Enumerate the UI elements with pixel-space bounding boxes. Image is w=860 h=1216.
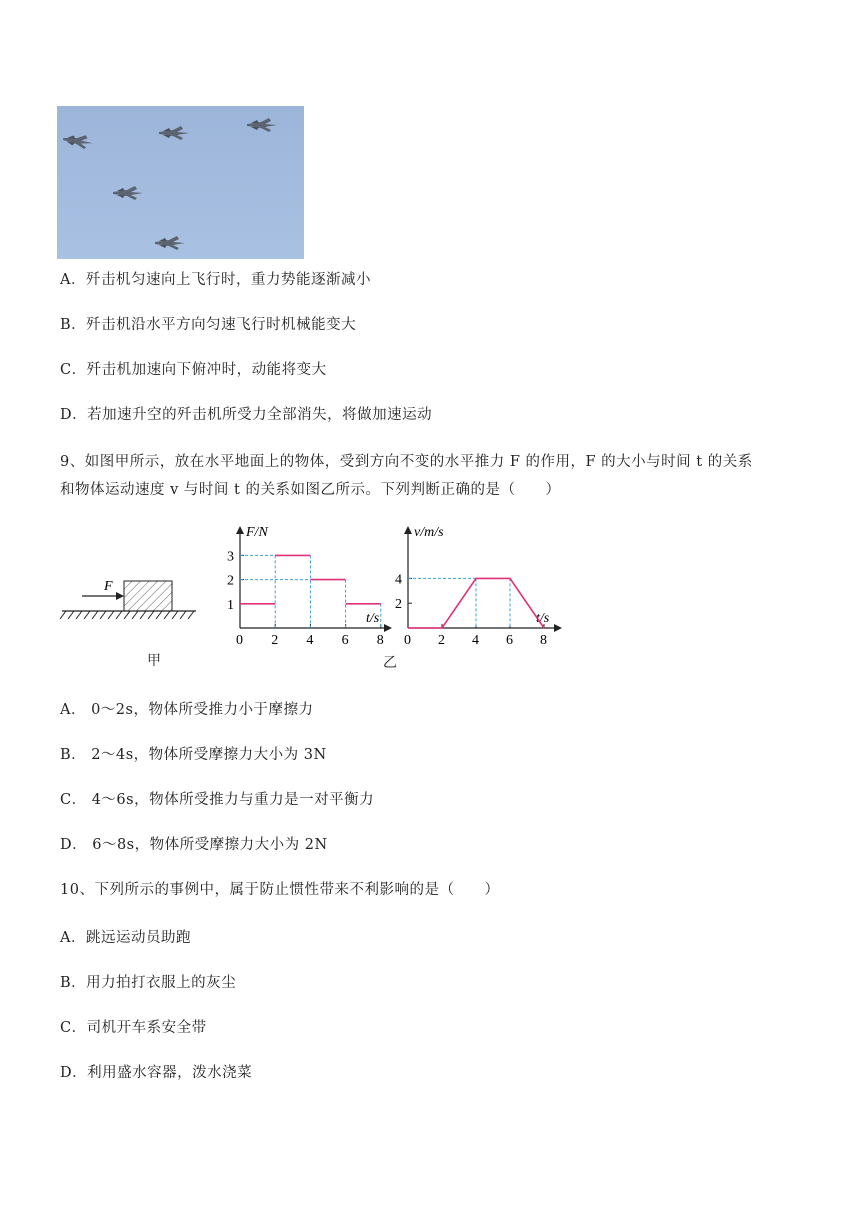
x-tick-label: 2 — [438, 633, 445, 645]
y-axis-arrow — [404, 526, 412, 534]
block — [124, 581, 172, 611]
y-tick-label: 2 — [227, 573, 234, 589]
q10-option-a: A．跳远运动员助跑 — [60, 930, 191, 946]
q9-option-c: C． 4～6s，物体所受推力与重力是一对平衡力 — [60, 792, 375, 808]
figure-jia-caption: 甲 — [147, 653, 161, 669]
y-tick-label: 1 — [227, 597, 234, 613]
x-tick-label: 4 — [306, 633, 314, 645]
q9-option-d: D． 6～8s，物体所受摩擦力大小为 2N — [60, 837, 328, 853]
x-tick-label: 8 — [376, 633, 384, 645]
q8-option-b: B．歼击机沿水平方向匀速飞行时机械能变大 — [60, 317, 357, 333]
y-tick-label: 2 — [395, 597, 402, 613]
q9-stem-line1: 9、如图甲所示，放在水平地面上的物体，受到方向不变的水平推力 F 的作用，F 的大小与时间 t 的关系 — [60, 454, 753, 470]
fighter-jets-formation-icon — [57, 106, 304, 259]
velocity-time-chart — [388, 520, 573, 645]
x-tick-label: 2 — [271, 633, 279, 645]
q10-option-d: D．利用盛水容器，泼水浇菜 — [60, 1065, 253, 1081]
force-arrow-head — [116, 592, 124, 600]
y-tick-label: 4 — [395, 572, 402, 588]
ground-hatch — [60, 611, 194, 619]
figure-jia — [58, 570, 208, 630]
x-tick-label: 6 — [506, 633, 513, 645]
y-axis-label: v/m/s — [414, 525, 444, 540]
q8-option-d: D．若加速升空的歼击机所受力全部消失，将做加速运动 — [60, 407, 433, 423]
x-tick-label: 6 — [341, 633, 349, 645]
y-axis-arrow — [236, 526, 244, 534]
x-axis-arrow — [554, 624, 562, 632]
x-tick-label: 8 — [540, 633, 547, 645]
q10-option-c: C．司机开车系安全带 — [60, 1020, 207, 1036]
y-axis-label: F/N — [246, 525, 268, 540]
q10-stem: 10、下列所示的事例中，属于防止惯性带来不利影响的是（ ） — [60, 882, 500, 898]
figure-yi-caption: 乙 — [383, 655, 397, 671]
q8-option-c: C．歼击机加速向下俯冲时，动能将变大 — [60, 362, 327, 378]
q9-option-a: A． 0～2s，物体所受推力小于摩擦力 — [60, 702, 314, 718]
y-tick-label: 3 — [227, 549, 234, 565]
velocity-time-chart-svg — [388, 520, 573, 645]
force-time-chart-svg — [218, 520, 393, 645]
origin-label: 0 — [236, 633, 243, 645]
q9-option-b: B． 2～4s，物体所受摩擦力大小为 3N — [60, 747, 327, 763]
x-tick-label: 4 — [472, 633, 479, 645]
x-axis-label: t/s — [366, 611, 380, 626]
block-on-ground-diagram — [58, 570, 208, 630]
force-label: F — [104, 579, 113, 594]
q9-stem-line2: 和物体运动速度 v 与时间 t 的关系如图乙所示。下列判断正确的是（ ） — [60, 482, 561, 498]
origin-label: 0 — [404, 633, 411, 645]
fighter-jets-photo — [57, 106, 304, 259]
force-time-chart — [218, 520, 393, 645]
q8-option-a: A．歼击机匀速向上飞行时，重力势能逐渐减小 — [60, 272, 371, 288]
q10-option-b: B．用力拍打衣服上的灰尘 — [60, 975, 237, 991]
x-axis-label: t/s — [536, 611, 550, 626]
